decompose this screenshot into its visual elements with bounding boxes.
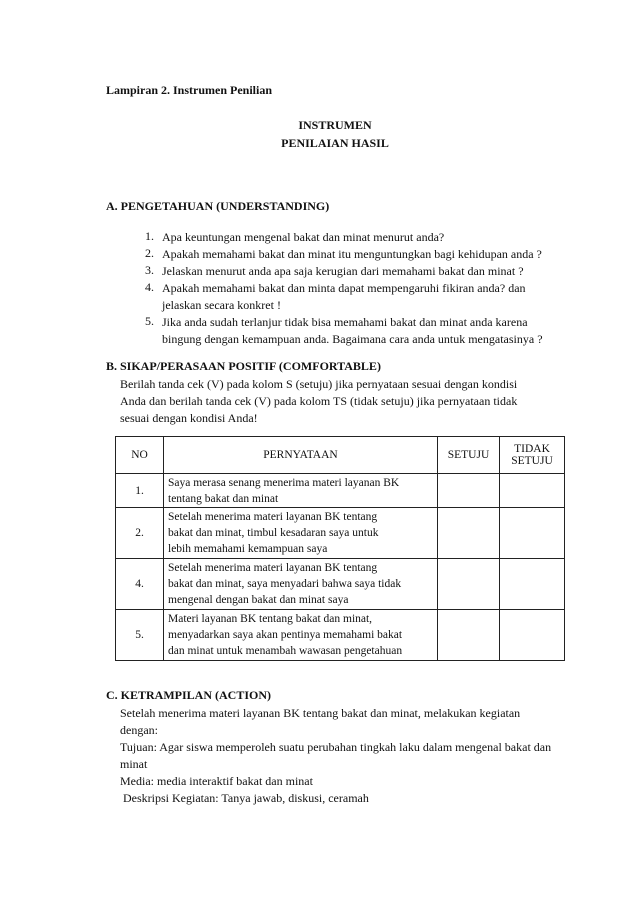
statement-line: Saya merasa senang menerima materi layanan BK [168, 476, 400, 489]
table-row [116, 508, 565, 559]
statement-line: dan minat untuk menambah wawasan pengetahuan [168, 645, 403, 657]
question-text: Apakah memahami bakat dan minta dapat mempengaruhi fikiran anda? dan [162, 281, 526, 295]
row-number: 2. [116, 508, 164, 559]
column-header-statement: PERNYATAAN [164, 437, 438, 474]
section-c-line: minat [120, 757, 148, 771]
row-number: 1. [116, 474, 164, 508]
statement-line: mengenal dengan bakat dan minat saya [168, 594, 349, 606]
section-c-line: Setelah menerima materi layanan BK tentang bakat dan minat, melakukan kegiatan [120, 706, 521, 720]
statement-line: bakat dan minat, saya menyadari bahwa saya tidak [168, 578, 402, 590]
section-c-heading: C. KETRAMPILAN (ACTION) [106, 688, 271, 702]
question-text-continued: bingung dengan kemampuan anda. Bagaimana cara anda untuk mengatasinya ? [162, 332, 543, 346]
question-text: Apa keuntungan mengenal bakat dan minat menurut anda? [162, 230, 445, 244]
statement-line: Setelah menerima materi layanan BK tentang [168, 511, 378, 523]
row-number: 4. [116, 559, 164, 610]
statement-cell [164, 474, 438, 508]
question-text: Jika anda sudah terlanjur tidak bisa memahami bakat dan minat anda karena [162, 315, 528, 329]
agree-checkbox-cell[interactable] [438, 474, 500, 508]
statement-cell [164, 610, 438, 661]
table-row [116, 610, 565, 661]
section-b-heading: B. SIKAP/PERASAAN POSITIF (COMFORTABLE) [106, 359, 381, 373]
table-row [116, 559, 565, 610]
question-number: 5. [145, 314, 154, 328]
section-c-line: Tujuan: Agar siswa memperoleh suatu perubahan tingkah laku dalam mengenal bakat dan [120, 740, 552, 754]
statement-line: tentang bakat dan minat [168, 492, 279, 505]
section-b-instruction-line: sesuai dengan kondisi Anda! [120, 411, 258, 425]
statement-line: Materi layanan BK tentang bakat dan minat, [168, 613, 373, 625]
disagree-checkbox-cell[interactable] [500, 508, 565, 559]
section-a-heading: A. PENGETAHUAN (UNDERSTANDING) [106, 199, 330, 213]
attitude-checklist-table [115, 436, 565, 661]
document-subtitle: PENILAIAN HASIL [281, 136, 389, 150]
agree-checkbox-cell[interactable] [438, 508, 500, 559]
appendix-label: Lampiran 2. Instrumen Penilian [106, 83, 273, 97]
document-title: INSTRUMEN [298, 118, 372, 132]
agree-checkbox-cell[interactable] [438, 610, 500, 661]
section-b-instruction-line: Berilah tanda cek (V) pada kolom S (setuju) jika pernyataan sesuai dengan kondisi [120, 377, 518, 391]
column-header-disagree-line: TIDAK [514, 443, 550, 455]
disagree-checkbox-cell[interactable] [500, 610, 565, 661]
section-c-line: Media: media interaktif bakat dan minat [120, 774, 313, 788]
statement-cell [164, 559, 438, 610]
question-text-continued: jelaskan secara konkret ! [162, 298, 281, 312]
statement-line: menyadarkan saya akan pentinya memahami bakat [168, 629, 403, 641]
column-header-agree: SETUJU [438, 437, 500, 474]
section-b-instruction-line: Anda dan berilah tanda cek (V) pada kolom TS (tidak setuju) jika pernyataan tidak [120, 394, 518, 408]
statement-cell [164, 508, 438, 559]
agree-checkbox-cell[interactable] [438, 559, 500, 610]
question-number: 4. [145, 280, 154, 294]
question-text: Jelaskan menurut anda apa saja kerugian dari memahami bakat dan minat ? [162, 264, 524, 278]
row-number: 5. [116, 610, 164, 661]
section-c-line: Deskripsi Kegiatan: Tanya jawab, diskusi, ceramah [123, 791, 369, 805]
disagree-checkbox-cell[interactable] [500, 559, 565, 610]
table-header-row [116, 437, 565, 474]
column-header-disagree-line: SETUJU [511, 455, 553, 467]
question-number: 2. [145, 246, 154, 260]
column-header-no: NO [116, 437, 164, 474]
question-number: 1. [145, 229, 154, 243]
statement-line: bakat dan minat, timbul kesadaran saya untuk [168, 527, 379, 539]
question-text: Apakah memahami bakat dan minat itu menguntungkan bagi kehidupan anda ? [162, 247, 542, 261]
question-number: 3. [145, 263, 154, 277]
statement-line: lebih memahami kemampuan saya [168, 543, 328, 555]
statement-line: Setelah menerima materi layanan BK tentang [168, 562, 378, 574]
disagree-checkbox-cell[interactable] [500, 474, 565, 508]
section-c-line: dengan: [120, 723, 158, 737]
table-row [116, 474, 565, 508]
column-header-disagree [500, 437, 565, 474]
